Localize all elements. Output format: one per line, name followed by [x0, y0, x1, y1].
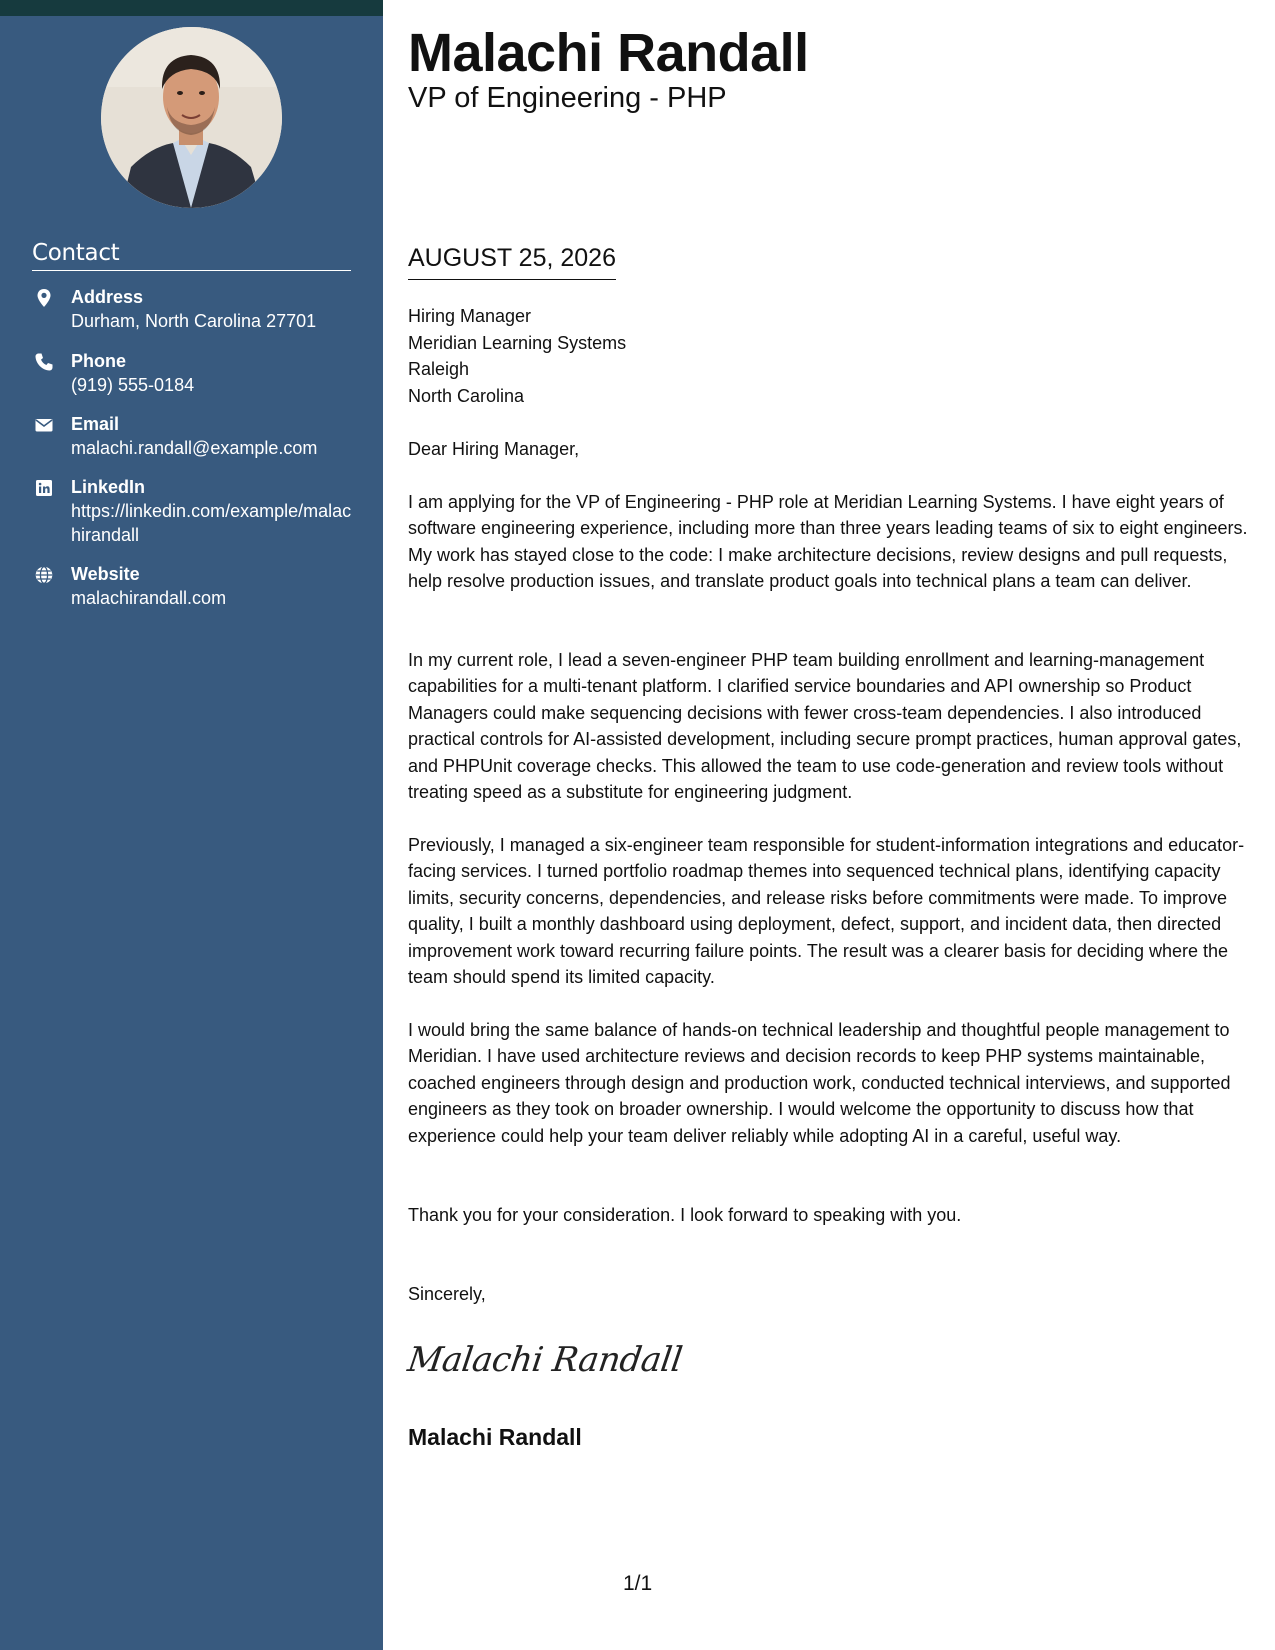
recipient-line: North Carolina [408, 385, 525, 406]
profile-photo [101, 27, 282, 208]
linkedin-value[interactable]: https://linkedin.com/example/malachirandall [71, 501, 352, 545]
signed-name: Malachi Randall [408, 1424, 582, 1450]
body-paragraph: I would bring the same balance of hands-on technical leadership and thoughtful people management to Meridian. I have used architecture reviews and decision records to keep PHP systems maintainable, coached engineers through design and production work, conducted technical interviews, and supported engineers as they took on broader ownership. I would welcome the opportunity to discuss how that experience could help your team deliver reliably while adopting AI in a careful, useful way. [408, 1020, 1231, 1146]
body-paragraph: Previously, I managed a six-engineer team responsible for student-information integrations and educator-facing services. I turned portfolio roadmap themes into sequenced technical plans, identifying capacity limits, security concerns, dependencies, and release risks before commitments were made. To improve quality, I built a monthly dashboard using deployment, defect, support, and incident data, then directed improvement work toward recurring failure points. The result was a clearer basis for deciding where the team should spend its limited capacity. [408, 835, 1245, 988]
contact-label: Email [71, 414, 120, 434]
email-value: malachi.randall@example.com [71, 438, 318, 458]
avatar [101, 27, 282, 208]
globe-icon [34, 565, 54, 585]
address-value: Durham, North Carolina 27701 [71, 311, 317, 331]
sidebar [0, 0, 383, 1650]
contact-heading: Contact [32, 240, 351, 271]
body-paragraph: I am applying for the VP of Engineering - PHP role at Meridian Learning Systems. I have eight years of software engineering experience, including more than three years leading teams of six to eight engineers. My work has stayed close to the code: I make architecture decisions, review designs and pull requests, help resolve production issues, and translate product goals into technical plans a team can deliver. [408, 492, 1248, 592]
sidebar-top-accent-bar [0, 0, 383, 16]
envelope-icon [34, 415, 54, 435]
recipient-block [408, 303, 626, 409]
letter-date: AUGUST 25, 2026 [408, 244, 616, 280]
applicant-role: VP of Engineering - PHP [408, 82, 727, 114]
applicant-name: Malachi Randall [408, 23, 809, 83]
recipient-line: Raleigh [408, 359, 470, 379]
contact-label: Address [71, 287, 144, 307]
body-paragraph: Thank you for your consideration. I look forward to speaking with you. [408, 1205, 962, 1225]
website-value[interactable]: malachirandall.com [71, 588, 227, 608]
recipient-line: Hiring Manager [408, 306, 532, 326]
phone-icon [34, 352, 54, 372]
contact-label: Phone [71, 351, 127, 371]
linkedin-icon [34, 478, 54, 498]
recipient-line: Meridian Learning Systems [408, 332, 627, 353]
greeting: Dear Hiring Manager, [408, 439, 580, 459]
contact-label: Website [71, 564, 140, 584]
phone-value: (919) 555-0184 [71, 375, 195, 395]
closing: Sincerely, [408, 1284, 486, 1304]
contact-label: LinkedIn [71, 477, 146, 497]
body-paragraph: In my current role, I lead a seven-engineer PHP team building enrollment and learning-management capabilities for a multi-tenant platform. I clarified service boundaries and API ownership so Product Managers could make sequencing decisions with fewer cross-team dependencies. I also introduced practical controls for AI-assisted development, including secure prompt practices, human approval gates, and PHPUnit coverage checks. This allowed the team to use code-generation and review tools without treating speed as a substitute for engineering judgment. [408, 650, 1242, 803]
page-number: 1/1 [623, 1572, 653, 1595]
handwritten-signature: Malachi Randall [405, 1340, 685, 1380]
map-pin-icon [34, 288, 54, 308]
